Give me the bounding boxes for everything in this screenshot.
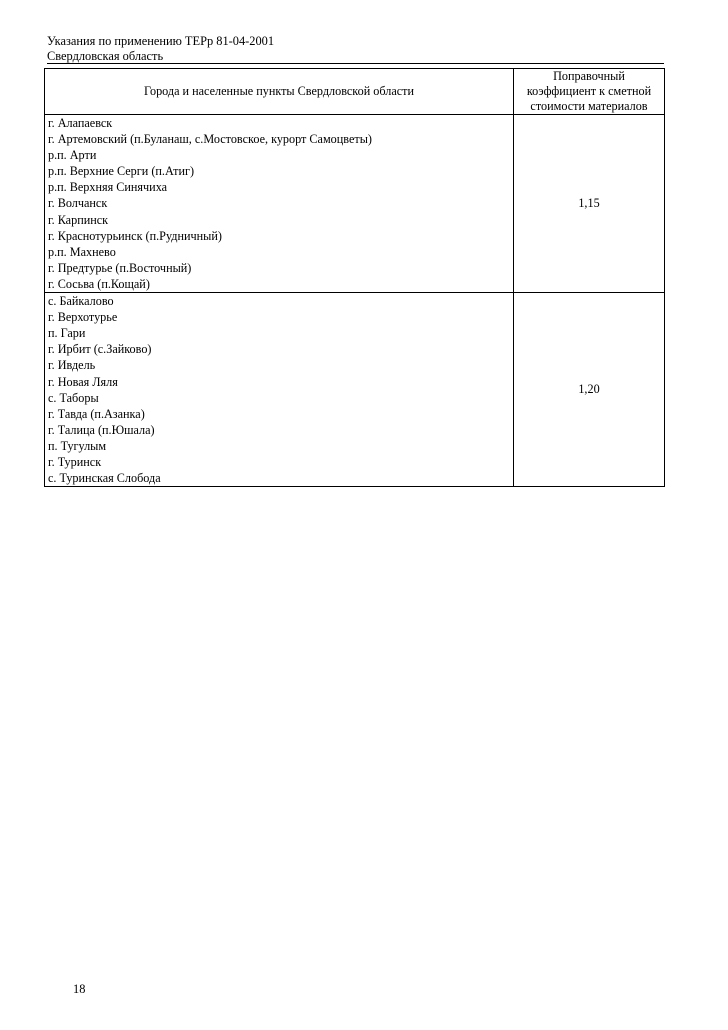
region-title: Свердловская область (47, 49, 164, 63)
table-row (45, 293, 665, 487)
list-item: с. Таборы (48, 390, 99, 405)
towns-cell (45, 115, 514, 293)
list-item: г. Верхотурье (48, 310, 118, 325)
page-header (47, 34, 664, 64)
list-item: г. Артемовский (п.Буланаш, с.Мостовское, курорт Самоцветы) (48, 132, 372, 147)
list-item: р.п. Верхние Серги (п.Атиг) (48, 164, 195, 179)
table-row (45, 115, 665, 293)
list-item: г. Алапаевск (48, 116, 113, 130)
list-item: г. Новая Ляля (48, 374, 118, 389)
list-item: г. Тавда (п.Азанка) (48, 406, 145, 421)
list-item: р.п. Махнево (48, 244, 116, 259)
list-item: г. Волчанск (48, 196, 108, 211)
list-item: г. Карпинск (48, 212, 109, 227)
towns-cell (45, 293, 514, 487)
page-number: 18 (73, 982, 86, 996)
list-item: р.п. Арти (48, 148, 97, 163)
list-item: г. Талица (п.Юшала) (48, 422, 155, 437)
table-header-row (45, 69, 665, 115)
list-item: г. Туринск (48, 454, 102, 469)
list-item: г. Предтурье (п.Восточный) (48, 260, 192, 275)
list-item: г. Ивдель (48, 358, 96, 373)
list-item: г. Краснотурьинск (п.Рудничный) (48, 228, 222, 243)
towns-column-header: Города и населенные пункты Свердловской области (45, 69, 514, 115)
coefficient-value: 1,15 (514, 115, 665, 293)
coefficient-value: 1,20 (514, 293, 665, 487)
list-item: г. Сосьва (п.Кощай) (48, 276, 150, 291)
header-divider (47, 63, 664, 64)
list-item: р.п. Верхняя Синячиха (48, 180, 168, 195)
coefficient-table (44, 68, 665, 487)
list-item: с. Туринская Слобода (48, 471, 161, 486)
list-item: п. Гари (48, 326, 86, 341)
document-title: Указания по применению ТЕРр 81-04-2001 (47, 34, 275, 48)
list-item: с. Байкалово (48, 294, 114, 309)
list-item: г. Ирбит (с.Зайково) (48, 342, 152, 357)
list-item: п. Тугулым (48, 438, 107, 453)
coefficient-column-header: Поправочный коэффициент к сметной стоимости материалов (514, 69, 665, 115)
